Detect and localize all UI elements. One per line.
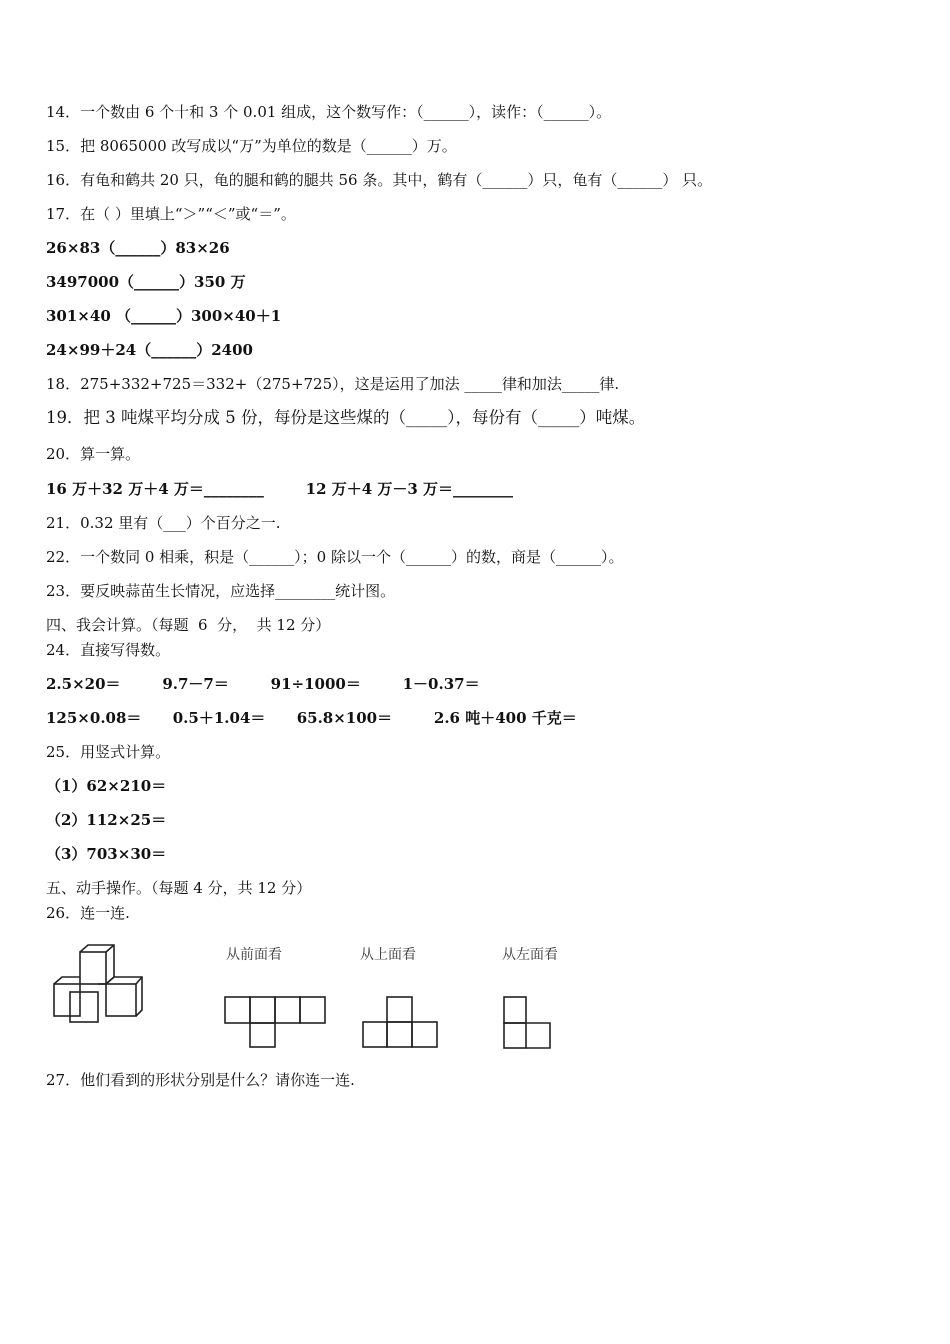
cube-stack-figure [50,940,150,1024]
question-25-item-1: （1）62×210＝ [46,777,167,795]
section-5-heading: 五、动手操作。（每题 4 分，共 12 分） [46,879,312,897]
question-18: 18．275+332+725＝332+（275+725），这是运用了加法 _____律和加法_____律. [46,375,620,393]
question-20-item: 16 万＋32 万＋4 万＝________ 12 万＋4 万－3 万＝________ [46,480,514,498]
front-view-shape [222,994,328,1050]
question-24-row-1: 2.5×20＝ 9.7－7＝ 91÷1000＝ 1－0.37＝ [46,675,480,693]
view-label-front: 从前面看 [226,947,282,963]
question-17: 17．在（ ）里填上“＞”“＜”或“＝”。 [46,205,296,223]
question-17-item-1: 26×83（______）83×26 [46,239,230,257]
question-26: 26．连一连. [46,904,130,922]
question-27: 27．他们看到的形状分别是什么？请你连一连. [46,1071,355,1089]
question-25: 25．用竖式计算。 [46,743,171,761]
question-25-item-2: （2）112×25＝ [46,811,167,829]
section-4-heading: 四、我会计算。（每题 6 分， 共 12 分） [46,616,331,634]
question-15: 15．把 8065000 改写成以“万”为单位的数是（______）万。 [46,137,457,155]
question-20: 20．算一算。 [46,445,141,463]
view-label-left: 从左面看 [502,947,558,963]
left-view-shape [500,994,556,1052]
question-22: 22．一个数同 0 相乘，积是（______）；0 除以一个（______）的数，商是（______）。 [46,548,624,566]
view-label-top: 从上面看 [360,947,416,963]
question-24: 24．直接写得数。 [46,641,171,659]
question-16: 16．有龟和鹤共 20 只，龟的腿和鹤的腿共 56 条。其中，鹤有（______）只，龟有（______） 只。 [46,171,713,189]
question-21: 21．0.32 里有（___）个百分之一. [46,514,281,532]
question-25-item-3: （3）703×30＝ [46,845,167,863]
question-14: 14．一个数由 6 个十和 3 个 0.01 组成，这个数写作：（______），读作：（______）。 [46,103,612,121]
question-19: 19．把 3 吨煤平均分成 5 份，每份是这些煤的（_____），每份有（_____）吨煤。 [46,408,646,427]
question-24-row-2: 125×0.08＝ 0.5＋1.04＝ 65.8×100＝ 2.6 吨＋400 千克＝ [46,709,577,727]
top-view-shape [360,994,442,1050]
question-17-item-3: 301×40 （______）300×40＋1 [46,307,282,325]
question-23: 23．要反映蒜苗生长情况，应选择________统计图。 [46,582,396,600]
question-17-item-4: 24×99＋24（______）2400 [46,341,253,359]
question-17-item-2: 3497000（______）350 万 [46,273,246,291]
